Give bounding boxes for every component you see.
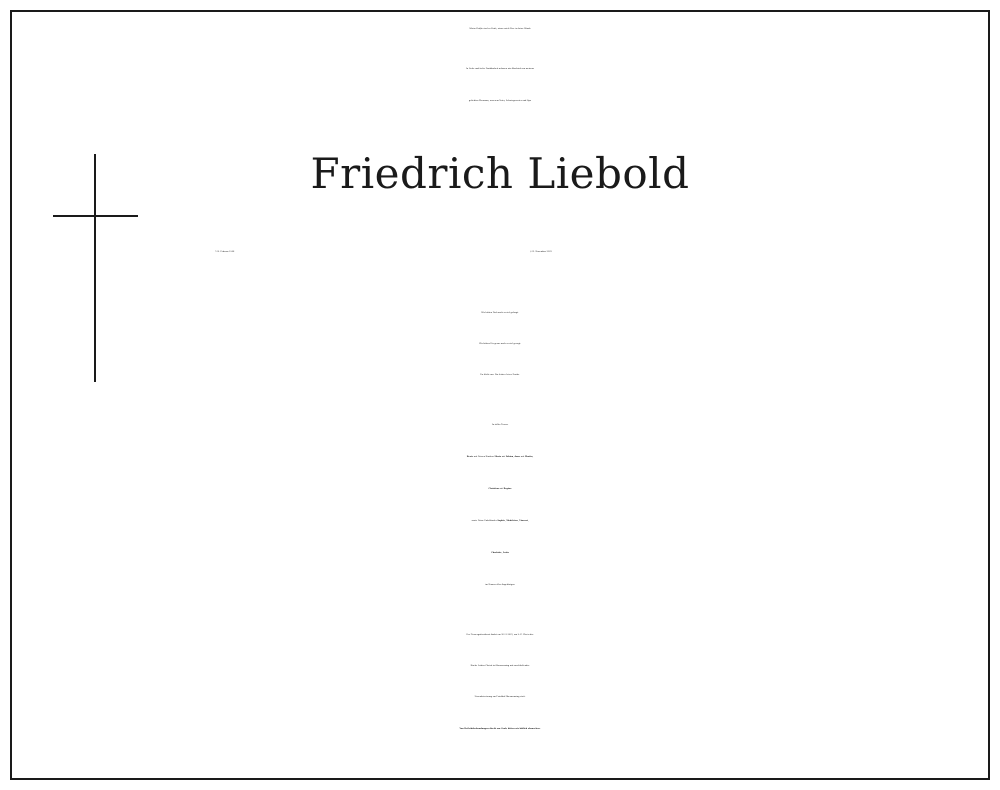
service-line-3: Urnenbeisetzung am Friedhof Obermenzing statt.: [474, 696, 526, 698]
death-date: † 03. November 2023: [530, 251, 552, 253]
intro-line-2: geliebten Ehemann, unserem Vater, Schwiegervater und Opa: [468, 100, 532, 102]
mourners-text: ,: [513, 456, 515, 458]
mourner-name: Beate: [466, 456, 474, 458]
mourners-text: mit Deinen Kindern: [473, 456, 495, 458]
mourners-text: ,: [505, 520, 507, 522]
motto: Meine Kräfte sind zu Ende, nimm mich Herr in deine Hände: [469, 28, 531, 30]
mourner-name: Madeleine: [506, 520, 519, 522]
mourners-line-4: [0, 552, 1000, 554]
intro-line-1: In Liebe und tiefer Dankbarkeit nehmen wir Abschied von meinem: [466, 68, 534, 70]
verse-line-3: Du fehlst uns. Ein letztes leises Danke.: [480, 374, 520, 376]
mourner-name: Christian: [488, 488, 499, 490]
mourners-text: mit: [501, 456, 506, 458]
mourner-name: Charlotte: [491, 552, 502, 554]
mourner-name: Fabian: [505, 456, 514, 458]
deceased-name: Friedrich Liebold: [310, 149, 690, 198]
mourner-name: Vincent: [519, 520, 528, 522]
mourners-text: ,: [527, 520, 529, 522]
service-line-2: Kirche Leiden Christi in Obermenzing mit anschließender: [470, 665, 530, 667]
mourners-text: sowie Deine Enkelkinder: [471, 520, 498, 522]
mourner-name: Anne: [514, 456, 521, 458]
mourners-line-3: [0, 520, 1000, 522]
cross-icon-horizontal: [53, 215, 138, 217]
mourners-line-2: [0, 488, 1000, 490]
mourner-name: Martin: [524, 456, 533, 458]
mourning-heading: In stiller Trauer: [491, 424, 509, 426]
verse-line-1: Wir hätten Dich noch so viel gefragt.: [481, 312, 519, 314]
mourner-name: Lotta: [503, 552, 509, 554]
mourners-text: ,: [518, 520, 520, 522]
mourner-name: Regina: [503, 488, 512, 490]
verse-line-2: Wir hätten Dir gerne noch so viel gesagt.: [479, 343, 521, 345]
mourners-line-1: [0, 456, 1000, 458]
mourners-text: mit: [498, 488, 504, 490]
mourner-name: Maria: [494, 456, 502, 458]
service-line-1: Der Trauergottesdienst findet am 30.11.2023, um 9:15 Uhr in der: [466, 634, 534, 636]
mourners-text: ,: [532, 456, 534, 458]
mourners-footer: im Namen aller Angehörigen: [485, 584, 515, 586]
mourners-text: mit: [520, 456, 525, 458]
birth-date: * 09. Februar 1948: [215, 251, 235, 253]
mourner-name: Sophie: [497, 520, 506, 522]
closing-note: Von Beileidsbekundungen direkt am Grab, bitten wir höflich abzusehen.: [459, 728, 541, 730]
mourners-text: ,: [501, 552, 503, 554]
